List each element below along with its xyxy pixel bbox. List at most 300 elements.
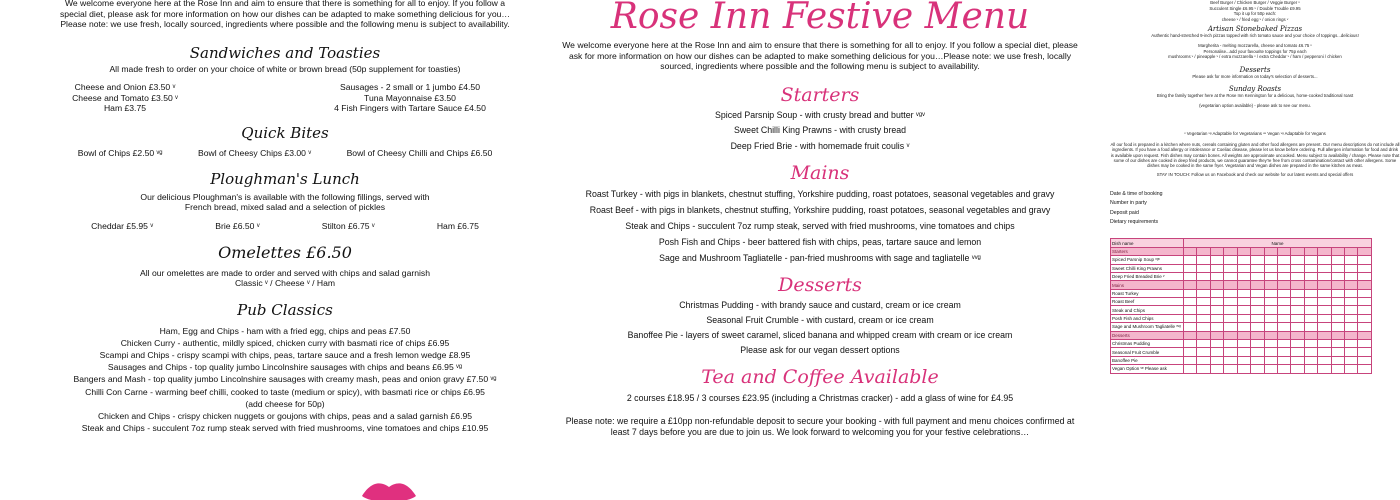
booking-cell[interactable] bbox=[1345, 348, 1358, 356]
booking-row-label: Roast Beef bbox=[1111, 298, 1184, 306]
booking-cell[interactable] bbox=[1318, 272, 1331, 280]
sandwich-item: Cheese and Onion £3.50 ᵛ bbox=[74, 82, 176, 92]
booking-cell[interactable] bbox=[1331, 281, 1344, 289]
booking-cell[interactable] bbox=[1224, 314, 1237, 322]
booking-cell[interactable] bbox=[1331, 356, 1344, 364]
main-item: Roast Beef - with pigs in blankets, chestnut stuffing, Yorkshire pudding, roast potatoes, seasonal vegetables and gravy bbox=[589, 205, 1051, 215]
booking-row-label: Mains bbox=[1111, 281, 1184, 289]
booking-cell[interactable] bbox=[1345, 298, 1358, 306]
main-item: Sage and Mushroom Tagliatelle - pan-fried mushrooms with sage and tagliatelle ᵛᵛᵍ bbox=[659, 253, 981, 263]
booking-cell[interactable] bbox=[1264, 323, 1277, 331]
booking-cell[interactable] bbox=[1251, 331, 1264, 339]
booking-cell[interactable] bbox=[1331, 289, 1344, 297]
lips-logo bbox=[360, 478, 418, 500]
booking-cell[interactable] bbox=[1291, 247, 1304, 255]
booking-cell[interactable] bbox=[1184, 340, 1197, 348]
booking-cell[interactable] bbox=[1318, 340, 1331, 348]
booking-cell[interactable] bbox=[1251, 256, 1264, 264]
booking-cell[interactable] bbox=[1251, 348, 1264, 356]
ploughmans-desc: Our delicious Ploughman's is available with the following fillings, served with French bread, mixed salad and a selection of pickles bbox=[140, 191, 430, 212]
burger-line: Succulent Single £6.95 ᵛ / Double Trouble £9.95 bbox=[1209, 5, 1301, 11]
booking-dish-row bbox=[1111, 323, 1372, 331]
pizza-line: Personalise...add your favourite toppings for 75p each bbox=[1203, 48, 1307, 54]
booking-dish-row bbox=[1111, 340, 1372, 348]
booking-cell[interactable] bbox=[1318, 331, 1331, 339]
booking-cell[interactable] bbox=[1184, 356, 1197, 364]
booking-cell[interactable] bbox=[1197, 348, 1210, 356]
booking-dish-row bbox=[1111, 272, 1372, 280]
booking-cell[interactable] bbox=[1224, 356, 1237, 364]
booking-cell[interactable] bbox=[1184, 298, 1197, 306]
booking-cell[interactable] bbox=[1210, 306, 1223, 314]
pub-classic-item: Chicken Curry - authentic, mildly spiced, chicken curry with basmati rice of chips £6.95 bbox=[120, 337, 450, 348]
sunday-roasts-heading: Sunday Roasts bbox=[1228, 85, 1282, 94]
booking-cell[interactable] bbox=[1358, 306, 1372, 314]
booking-cell[interactable] bbox=[1277, 281, 1290, 289]
booking-cell[interactable] bbox=[1345, 264, 1358, 272]
booking-cell[interactable] bbox=[1264, 356, 1277, 364]
booking-cell[interactable] bbox=[1291, 323, 1304, 331]
ploughmans-item: Ham £6.75 bbox=[436, 220, 479, 231]
booking-cell[interactable] bbox=[1318, 365, 1331, 373]
festive-menu-page bbox=[560, 0, 1080, 500]
sandwich-item: Ham £3.75 bbox=[103, 103, 147, 113]
booking-cell[interactable] bbox=[1224, 247, 1237, 255]
booking-cell[interactable] bbox=[1358, 264, 1372, 272]
right-desserts-line: Please ask for more information on today's selection of desserts... bbox=[1192, 73, 1318, 79]
booking-cell[interactable] bbox=[1345, 331, 1358, 339]
booking-cell[interactable] bbox=[1331, 340, 1344, 348]
booking-cell[interactable] bbox=[1345, 256, 1358, 264]
desserts-list bbox=[600, 298, 1040, 358]
booking-cell[interactable] bbox=[1224, 264, 1237, 272]
booking-cell[interactable] bbox=[1358, 331, 1372, 339]
pub-classic-item: Chilli Con Carne - warming beef chilli, cooked to taste (medium or spicy), with basmati rice or chips £6.95 bbox=[85, 386, 485, 397]
pizza-line: Authentic hand-stretched 9-inch pizzas topped with rich tomato sauce and your choice of toppings...delicious! bbox=[1151, 33, 1359, 39]
booking-cell[interactable] bbox=[1264, 348, 1277, 356]
booking-row-label: Seasonal Fruit Crumble bbox=[1111, 348, 1184, 356]
booking-dish-row bbox=[1111, 314, 1372, 322]
allergy-notice: All our food is prepared in a kitchen where nuts, cereals containing gluten and other food allergens are present. Our menu descriptions do not include all ingredients. If you have a food allergy or intolerance or Coeliac disease, please let us know before ordering. Full allergen information for food and drink is available upon request. Fish dishes may contain bones. All weights are approximate uncooked. Menu subject to availability / change. Please note that some of our dishes are cooked in deep fried products, we cannot guarantee they're free from cross contamination/contact with other allergens. Some dishes may be cooked in the same fryer. Vegetarian and Vegan dishes are prepared in the same kitchen as meat. bbox=[1110, 142, 1400, 168]
booking-cell[interactable] bbox=[1184, 314, 1197, 322]
booking-cell[interactable] bbox=[1224, 289, 1237, 297]
booking-cell[interactable] bbox=[1304, 331, 1317, 339]
pub-classic-item: Ham, Egg and Chips - ham with a fried egg, chips and peas £7.50 bbox=[159, 325, 411, 336]
booking-cell[interactable] bbox=[1358, 348, 1372, 356]
booking-cell[interactable] bbox=[1264, 306, 1277, 314]
booking-cell[interactable] bbox=[1304, 272, 1317, 280]
booking-cell[interactable] bbox=[1318, 264, 1331, 272]
booking-cell[interactable] bbox=[1331, 247, 1344, 255]
booking-cell[interactable] bbox=[1318, 323, 1331, 331]
booking-cell[interactable] bbox=[1251, 323, 1264, 331]
booking-cell[interactable] bbox=[1251, 289, 1264, 297]
sunday-line: (vegetarian option available) - please ask to see our menu. bbox=[1199, 102, 1311, 108]
booking-cell[interactable] bbox=[1291, 264, 1304, 272]
booking-cell[interactable] bbox=[1318, 348, 1331, 356]
booking-cell[interactable] bbox=[1358, 365, 1372, 373]
pub-classics-list bbox=[60, 325, 510, 435]
booking-cell[interactable] bbox=[1237, 281, 1250, 289]
booking-cell[interactable] bbox=[1184, 306, 1197, 314]
booking-section-row bbox=[1111, 281, 1372, 289]
booking-cell[interactable] bbox=[1237, 331, 1250, 339]
pizzas-lines bbox=[1110, 33, 1400, 59]
booking-cell[interactable] bbox=[1237, 356, 1250, 364]
booking-cell[interactable] bbox=[1197, 289, 1210, 297]
booking-cell[interactable] bbox=[1224, 340, 1237, 348]
pub-classic-item: Bangers and Mash - top quality jumbo Lincolnshire sausages with creamy mash, peas and onion gravy £7.50 ᵛᵍ bbox=[73, 374, 497, 385]
booking-cell[interactable] bbox=[1277, 298, 1290, 306]
pizza-line: Margherita - melting mozzarella, cheese and tomato £6.75 ᵛ bbox=[1198, 42, 1312, 48]
booking-cell[interactable] bbox=[1197, 272, 1210, 280]
booking-cell[interactable] bbox=[1291, 356, 1304, 364]
booking-cell[interactable] bbox=[1197, 356, 1210, 364]
booking-cell[interactable] bbox=[1251, 281, 1264, 289]
booking-cell[interactable] bbox=[1237, 264, 1250, 272]
booking-dish-row bbox=[1111, 256, 1372, 264]
booking-cell[interactable] bbox=[1358, 289, 1372, 297]
pizzas-heading: Artisan Stonebaked Pizzas bbox=[1207, 25, 1303, 34]
booking-cell[interactable] bbox=[1224, 272, 1237, 280]
booking-cell[interactable] bbox=[1304, 323, 1317, 331]
booking-cell[interactable] bbox=[1224, 365, 1237, 373]
booking-cell[interactable] bbox=[1291, 348, 1304, 356]
booking-cell[interactable] bbox=[1184, 281, 1197, 289]
left-intro: We welcome everyone here at the Rose Inn and aim to ensure that there is something for all to enjoy. If you follow a special diet, please ask for more information on how our dishes can be adapted to make something delicious for you…Please note: we use fresh, locally sourced, ingredients where possible and the following menu is subject to availability. bbox=[60, 0, 510, 29]
booking-cell[interactable] bbox=[1277, 348, 1290, 356]
sandwich-item: Tuna Mayonnaise £3.50 bbox=[364, 92, 456, 103]
booking-cell[interactable] bbox=[1251, 298, 1264, 306]
booking-cell[interactable] bbox=[1345, 340, 1358, 348]
booking-cell[interactable] bbox=[1358, 323, 1372, 331]
booking-cell[interactable] bbox=[1277, 365, 1290, 373]
pricing-text: 2 courses £18.95 / 3 courses £23.95 (including a Christmas cracker) - add a glass of wine for £4.95 bbox=[626, 393, 1014, 403]
booking-cell[interactable] bbox=[1304, 356, 1317, 364]
booking-row-label: Vegan Option ᵛᵉ Please ask bbox=[1111, 365, 1184, 373]
booking-cell[interactable] bbox=[1358, 281, 1372, 289]
booking-cell[interactable] bbox=[1251, 272, 1264, 280]
pub-classics-heading: Pub Classics bbox=[237, 300, 333, 319]
sunday-line: Bring the family together here at the Rose Inn Kennington for a delicious, home-cooked traditional roast bbox=[1156, 93, 1354, 99]
booking-cell[interactable] bbox=[1304, 365, 1317, 373]
booking-cell[interactable] bbox=[1358, 256, 1372, 264]
booking-cell[interactable] bbox=[1318, 289, 1331, 297]
booking-cell[interactable] bbox=[1304, 298, 1317, 306]
desserts-heading: Desserts bbox=[778, 274, 862, 296]
booking-cell[interactable] bbox=[1345, 247, 1358, 255]
booking-cell[interactable] bbox=[1251, 247, 1264, 255]
booking-cell[interactable] bbox=[1197, 256, 1210, 264]
booking-cell[interactable] bbox=[1210, 264, 1223, 272]
booking-cell[interactable] bbox=[1331, 256, 1344, 264]
booking-cell[interactable] bbox=[1251, 264, 1264, 272]
booking-cell[interactable] bbox=[1277, 331, 1290, 339]
booking-cell[interactable] bbox=[1251, 340, 1264, 348]
booking-cell[interactable] bbox=[1224, 281, 1237, 289]
booking-section-row bbox=[1111, 247, 1372, 255]
booking-dish-row bbox=[1111, 356, 1372, 364]
booking-cell[interactable] bbox=[1304, 281, 1317, 289]
booking-note: Please note: we require a £10pp non-refundable deposit to secure your booking - with full payment and menu choices confirmed at least 7 days before you are due to join us. We look forward to welcoming you for your festive celebrations… bbox=[565, 416, 1075, 437]
booking-cell[interactable] bbox=[1358, 356, 1372, 364]
dietary-legend: ᵛ Vegetarian ᵛᵍ Adaptable for Vegetarians ᵛᵉ Vegan ᵛᵍ Adaptable for Vegans bbox=[1184, 130, 1326, 136]
booking-form-page bbox=[1110, 0, 1400, 500]
booking-cell[interactable] bbox=[1210, 348, 1223, 356]
pub-classic-item: Scampi and Chips - crispy scampi with chips, peas, tartare sauce and a fresh lemon wedge £8.95 bbox=[99, 349, 471, 360]
quick-bite-item: Bowl of Cheesy Chips £3.00 ᵛ bbox=[198, 147, 312, 158]
pub-classic-item: (add cheese for 50p) bbox=[245, 398, 325, 409]
dessert-item: Please ask for our vegan dessert options bbox=[740, 345, 900, 355]
booking-cell[interactable] bbox=[1264, 289, 1277, 297]
booking-cell[interactable] bbox=[1184, 256, 1197, 264]
booking-cell[interactable] bbox=[1264, 272, 1277, 280]
booking-row-label: Starters bbox=[1111, 247, 1184, 255]
booking-cell[interactable] bbox=[1331, 323, 1344, 331]
booking-cell[interactable] bbox=[1210, 272, 1223, 280]
booking-cell[interactable] bbox=[1224, 348, 1237, 356]
booking-cell[interactable] bbox=[1277, 323, 1290, 331]
right-desserts-heading: Desserts bbox=[1239, 65, 1271, 74]
booking-cell[interactable] bbox=[1197, 323, 1210, 331]
burger-line: cheese ᵛ / fried egg ᵛ / onion rings ᵛ bbox=[1221, 16, 1289, 22]
booking-cell[interactable] bbox=[1277, 356, 1290, 364]
booking-row-label: Sweet Chilli King Prawns bbox=[1111, 264, 1184, 272]
booking-cell[interactable] bbox=[1237, 272, 1250, 280]
booking-cell[interactable] bbox=[1331, 272, 1344, 280]
booking-cell[interactable] bbox=[1237, 298, 1250, 306]
booking-cell[interactable] bbox=[1358, 272, 1372, 280]
ploughmans-row bbox=[60, 221, 510, 231]
booking-cell[interactable] bbox=[1291, 281, 1304, 289]
booking-cell[interactable] bbox=[1184, 289, 1197, 297]
booking-cell[interactable] bbox=[1210, 281, 1223, 289]
booking-cell[interactable] bbox=[1237, 348, 1250, 356]
sandwich-item: Sausages - 2 small or 1 jumbo £4.50 bbox=[340, 82, 480, 92]
booking-dish-row bbox=[1111, 264, 1372, 272]
booking-cell[interactable] bbox=[1291, 298, 1304, 306]
booking-cell[interactable] bbox=[1318, 247, 1331, 255]
booking-cell[interactable] bbox=[1304, 289, 1317, 297]
booking-table-header bbox=[1111, 239, 1372, 247]
starter-item: Deep Fried Brie - with homemade fruit coulis ᵛ bbox=[730, 140, 910, 151]
booking-cell[interactable] bbox=[1345, 281, 1358, 289]
booking-section-row bbox=[1111, 331, 1372, 339]
booking-cell[interactable] bbox=[1197, 298, 1210, 306]
booking-cell[interactable] bbox=[1304, 256, 1317, 264]
booking-cell[interactable] bbox=[1331, 331, 1344, 339]
booking-cell[interactable] bbox=[1358, 298, 1372, 306]
booking-row-label: Steak and Chips bbox=[1111, 306, 1184, 314]
booking-cell[interactable] bbox=[1197, 264, 1210, 272]
booking-row-label: Roast Turkey bbox=[1111, 289, 1184, 297]
booking-cell[interactable] bbox=[1277, 272, 1290, 280]
booking-cell[interactable] bbox=[1291, 272, 1304, 280]
booking-cell[interactable] bbox=[1331, 298, 1344, 306]
social-line: STAY IN TOUCH: Follow us on Facebook and check our website for our latest events and special offers bbox=[1156, 172, 1354, 178]
booking-cell[interactable] bbox=[1197, 281, 1210, 289]
booking-cell[interactable] bbox=[1304, 340, 1317, 348]
booking-cell[interactable] bbox=[1304, 314, 1317, 322]
booking-cell[interactable] bbox=[1345, 289, 1358, 297]
booking-cell[interactable] bbox=[1210, 331, 1223, 339]
booking-cell[interactable] bbox=[1251, 314, 1264, 322]
booking-cell[interactable] bbox=[1304, 306, 1317, 314]
booking-cell[interactable] bbox=[1345, 306, 1358, 314]
sandwich-item: Cheese and Tomato £3.50 ᵛ bbox=[72, 92, 178, 103]
booking-cell[interactable] bbox=[1331, 365, 1344, 373]
booking-cell[interactable] bbox=[1358, 340, 1372, 348]
booking-field: Deposit paid bbox=[1110, 209, 1139, 216]
booking-cell[interactable] bbox=[1224, 331, 1237, 339]
booking-cell[interactable] bbox=[1318, 356, 1331, 364]
booking-cell[interactable] bbox=[1331, 348, 1344, 356]
quick-bites-row bbox=[60, 148, 510, 158]
booking-cell[interactable] bbox=[1224, 298, 1237, 306]
booking-cell[interactable] bbox=[1197, 331, 1210, 339]
booking-cell[interactable] bbox=[1237, 314, 1250, 322]
booking-field: Dietary requirements bbox=[1110, 218, 1159, 225]
booking-cell[interactable] bbox=[1184, 365, 1197, 373]
burger-lines bbox=[1110, 0, 1400, 22]
pizza-line: mushrooms ᵛ / pineapple ᵛ / extra mozzarella ᵛ / extra Cheddar ᵛ / ham / pepperoni / chicken bbox=[1168, 54, 1342, 60]
booking-cell[interactable] bbox=[1210, 314, 1223, 322]
booking-cell[interactable] bbox=[1197, 247, 1210, 255]
booking-cell[interactable] bbox=[1277, 264, 1290, 272]
booking-cell[interactable] bbox=[1318, 314, 1331, 322]
booking-cell[interactable] bbox=[1237, 323, 1250, 331]
booking-cell[interactable] bbox=[1291, 331, 1304, 339]
booking-cell[interactable] bbox=[1210, 256, 1223, 264]
sandwiches-col2 bbox=[310, 82, 510, 114]
booking-cell[interactable] bbox=[1331, 314, 1344, 322]
booking-table bbox=[1110, 238, 1372, 373]
booking-fields bbox=[1110, 190, 1400, 228]
booking-cell[interactable] bbox=[1277, 314, 1290, 322]
booking-cell[interactable] bbox=[1291, 365, 1304, 373]
booking-cell[interactable] bbox=[1184, 247, 1197, 255]
booking-cell[interactable] bbox=[1345, 272, 1358, 280]
booking-cell[interactable] bbox=[1264, 365, 1277, 373]
booking-cell[interactable] bbox=[1210, 247, 1223, 255]
sandwiches-col1 bbox=[60, 82, 190, 114]
booking-cell[interactable] bbox=[1318, 298, 1331, 306]
booking-cell[interactable] bbox=[1277, 306, 1290, 314]
booking-cell[interactable] bbox=[1251, 365, 1264, 373]
booking-cell[interactable] bbox=[1291, 289, 1304, 297]
booking-cell[interactable] bbox=[1304, 264, 1317, 272]
booking-cell[interactable] bbox=[1345, 323, 1358, 331]
booking-cell[interactable] bbox=[1184, 331, 1197, 339]
booking-cell[interactable] bbox=[1184, 272, 1197, 280]
booking-cell[interactable] bbox=[1237, 256, 1250, 264]
booking-cell[interactable] bbox=[1210, 298, 1223, 306]
booking-cell[interactable] bbox=[1304, 247, 1317, 255]
booking-cell[interactable] bbox=[1358, 247, 1372, 255]
booking-cell[interactable] bbox=[1237, 365, 1250, 373]
booking-cell[interactable] bbox=[1224, 306, 1237, 314]
booking-cell[interactable] bbox=[1291, 306, 1304, 314]
booking-cell[interactable] bbox=[1318, 281, 1331, 289]
booking-cell[interactable] bbox=[1264, 247, 1277, 255]
booking-cell[interactable] bbox=[1345, 365, 1358, 373]
booking-row-label: Posh Fish and Chips bbox=[1111, 314, 1184, 322]
booking-cell[interactable] bbox=[1184, 348, 1197, 356]
burger-line: Beef Burger / Chicken Burger / Veggie Burger ᵛ bbox=[1210, 0, 1300, 5]
booking-cell[interactable] bbox=[1210, 289, 1223, 297]
booking-cell[interactable] bbox=[1237, 340, 1250, 348]
booking-cell[interactable] bbox=[1210, 340, 1223, 348]
booking-cell[interactable] bbox=[1345, 356, 1358, 364]
booking-cell[interactable] bbox=[1184, 264, 1197, 272]
booking-cell[interactable] bbox=[1264, 256, 1277, 264]
booking-cell[interactable] bbox=[1197, 314, 1210, 322]
booking-cell[interactable] bbox=[1291, 340, 1304, 348]
booking-cell[interactable] bbox=[1345, 314, 1358, 322]
omelettes-desc: All our omelettes are made to order and served with chips and salad garnish bbox=[140, 267, 430, 278]
booking-cell[interactable] bbox=[1331, 306, 1344, 314]
booking-row-label: Sage and Mushroom Tagliatelle ᵛᵛᵍ bbox=[1111, 323, 1184, 331]
booking-cell[interactable] bbox=[1264, 281, 1277, 289]
pub-classic-item: Chicken and Chips - crispy chicken nuggets or goujons with chips, peas and a salad garnish £6.95 bbox=[97, 410, 473, 421]
booking-cell[interactable] bbox=[1224, 256, 1237, 264]
booking-cell[interactable] bbox=[1264, 340, 1277, 348]
booking-cell[interactable] bbox=[1318, 306, 1331, 314]
sandwiches-subtitle: All made fresh to order on your choice of white or brown bread (50p supplement for toasties) bbox=[109, 63, 461, 74]
booking-cell[interactable] bbox=[1277, 289, 1290, 297]
booking-cell[interactable] bbox=[1237, 306, 1250, 314]
booking-cell[interactable] bbox=[1197, 365, 1210, 373]
omelettes-options: Classic ᵛ / Cheese ᵛ / Ham bbox=[234, 278, 336, 288]
booking-cell[interactable] bbox=[1264, 331, 1277, 339]
ploughmans-item: Cheddar £5.95 ᵛ bbox=[91, 220, 154, 231]
dessert-item: Banoffee Pie - layers of sweet caramel, sliced banana and whipped cream with cream or ice cream bbox=[627, 330, 1013, 340]
booking-cell[interactable] bbox=[1291, 314, 1304, 322]
booking-cell[interactable] bbox=[1358, 314, 1372, 322]
booking-cell[interactable] bbox=[1331, 264, 1344, 272]
booking-cell[interactable] bbox=[1237, 247, 1250, 255]
booking-cell[interactable] bbox=[1224, 323, 1237, 331]
booking-cell[interactable] bbox=[1277, 256, 1290, 264]
tea-coffee-heading: Tea and Coffee Available bbox=[701, 366, 939, 388]
main-item: Steak and Chips - succulent 7oz rump steak, served with fried mushrooms, vine tomatoes and chips bbox=[625, 221, 1015, 231]
booking-cell[interactable] bbox=[1318, 256, 1331, 264]
booking-cell[interactable] bbox=[1210, 323, 1223, 331]
booking-cell[interactable] bbox=[1197, 340, 1210, 348]
booking-cell[interactable] bbox=[1264, 314, 1277, 322]
booking-cell[interactable] bbox=[1251, 356, 1264, 364]
booking-dish-row bbox=[1111, 306, 1372, 314]
booking-cell[interactable] bbox=[1210, 356, 1223, 364]
booking-cell[interactable] bbox=[1237, 289, 1250, 297]
pub-classic-item: Steak and Chips - succulent 7oz rump steak served with fried mushrooms, vine tomatoes and chips £10.95 bbox=[81, 423, 489, 434]
ploughmans-heading: Ploughman's Lunch bbox=[210, 169, 360, 188]
mains-heading: Mains bbox=[790, 162, 850, 184]
booking-cell[interactable] bbox=[1264, 298, 1277, 306]
booking-cell[interactable] bbox=[1304, 348, 1317, 356]
booking-cell[interactable] bbox=[1264, 264, 1277, 272]
booking-cell[interactable] bbox=[1251, 306, 1264, 314]
booking-cell[interactable] bbox=[1277, 247, 1290, 255]
booking-cell[interactable] bbox=[1184, 323, 1197, 331]
booking-cell[interactable] bbox=[1197, 306, 1210, 314]
booking-cell[interactable] bbox=[1210, 365, 1223, 373]
booking-field: Number in party bbox=[1110, 200, 1147, 207]
booking-cell[interactable] bbox=[1277, 340, 1290, 348]
starters-heading: Starters bbox=[780, 83, 860, 106]
starters-list bbox=[560, 108, 1080, 155]
booking-cell[interactable] bbox=[1291, 256, 1304, 264]
